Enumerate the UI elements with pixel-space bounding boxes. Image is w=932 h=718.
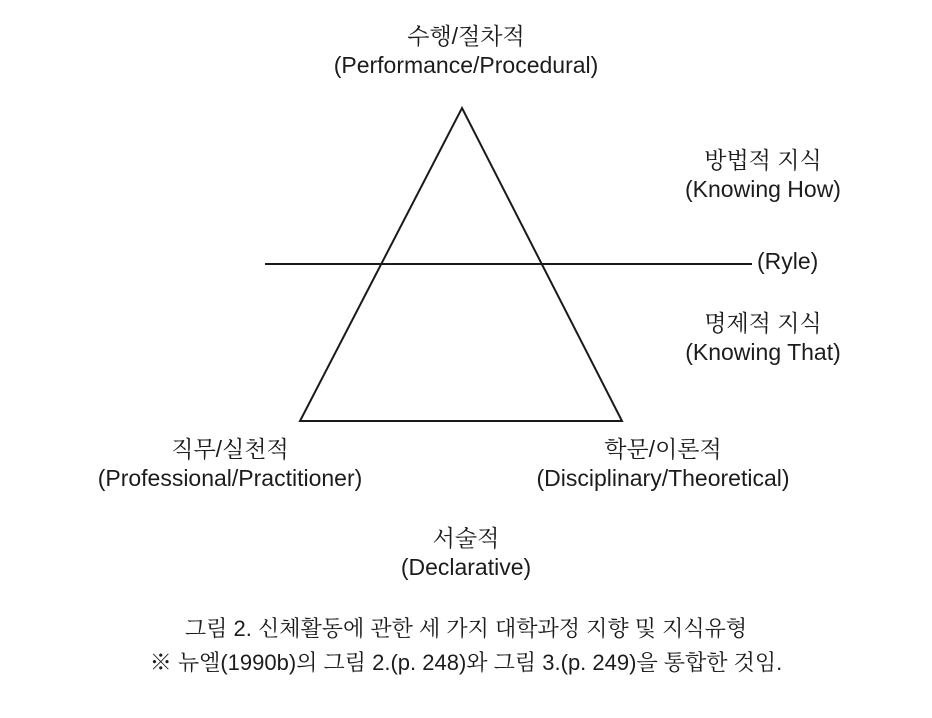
label-knowing-how-ko: 방법적 지식 [704, 147, 822, 173]
label-disciplinary-theoretical-ko: 학문/이론적 [604, 436, 722, 462]
label-knowing-that [628, 309, 898, 368]
figure-caption [0, 612, 932, 680]
figure-caption-line-1: 그림 2. 신체활동에 관한 세 가지 대학과정 지향 및 지식유형 [184, 616, 748, 641]
label-knowing-how-en: (Knowing How) [685, 176, 841, 203]
figure-caption-line-2: ※ 뉴엘(1990b)의 그림 2.(p. 248)와 그림 3.(p. 249)을 통합한 것임. [149, 650, 783, 676]
label-disciplinary-theoretical [493, 435, 833, 494]
label-knowing-that-ko: 명제적 지식 [704, 310, 822, 336]
label-declarative-ko: 서술적 [432, 525, 500, 551]
label-declarative-en: (Declarative) [400, 554, 532, 581]
label-professional-practitioner [40, 435, 420, 494]
label-knowing-how [628, 146, 898, 205]
label-declarative [266, 524, 666, 583]
label-ryle: (Ryle) [757, 248, 819, 274]
label-performance-procedural-en: (Performance/Procedural) [333, 52, 599, 79]
label-performance-procedural-ko: 수행/절차적 [407, 23, 525, 49]
label-knowing-that-en: (Knowing That) [685, 339, 841, 366]
label-performance-procedural [0, 22, 932, 81]
label-professional-practitioner-en: (Professional/Practitioner) [97, 465, 363, 492]
label-professional-practitioner-ko: 직무/실천적 [171, 436, 289, 462]
label-disciplinary-theoretical-en: (Disciplinary/Theoretical) [536, 465, 790, 492]
